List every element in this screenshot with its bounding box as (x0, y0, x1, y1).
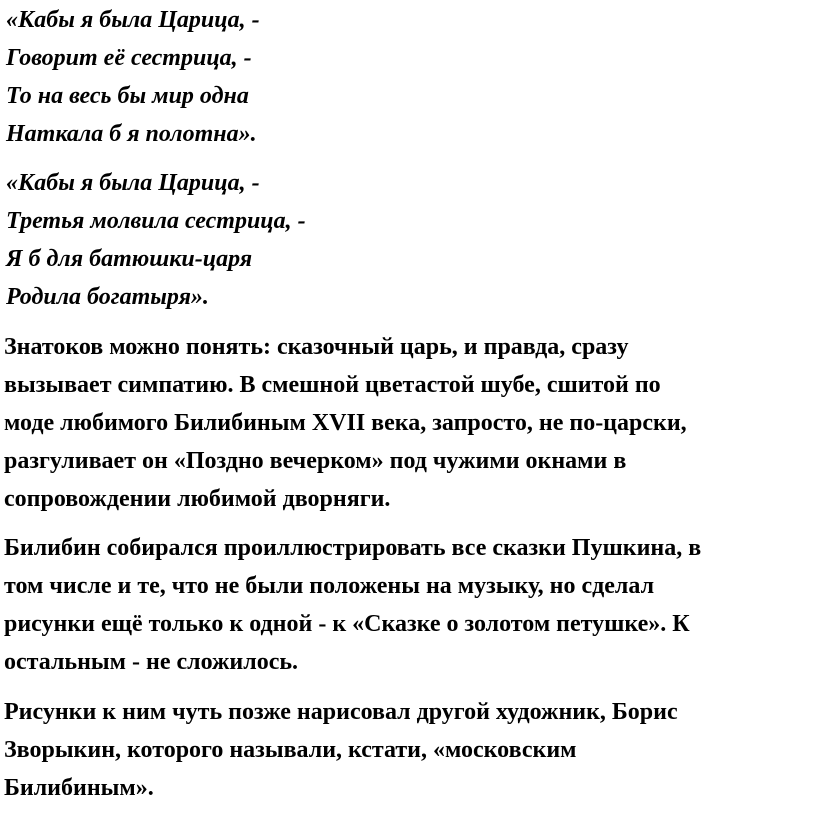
paragraph-line: рисунки ещё только к одной - к «Сказке о золотом петушке». К (4, 611, 690, 637)
poem-stanza-1 (0, 1, 260, 153)
paragraph-line: остальным - не сложилось. (4, 649, 299, 675)
stanza-line: «Кабы я была Царица, - (6, 7, 260, 33)
paragraph-line: Рисунки к ним чуть позже нарисовал другой художник, Борис (4, 699, 678, 725)
paragraph-2 (4, 529, 812, 681)
paragraph-line: разгуливает он «Поздно вечерком» под чужими окнами в (4, 448, 627, 474)
stanza-line: Наткала б я полотна». (6, 121, 257, 147)
paragraph-3 (4, 693, 812, 807)
paragraph-line: Знатоков можно понять: сказочный царь, и правда, сразу (4, 334, 629, 360)
paragraph-line: сопровождении любимой дворняги. (4, 486, 391, 512)
paragraph-line: Зворыкин, которого называли, кстати, «московским (4, 737, 577, 763)
stanza-line: Говорит её сестрица, - (6, 45, 252, 71)
poem-stanza-2 (0, 164, 306, 316)
paragraph-line: вызывает симпатию. В смешной цветастой шубе, сшитой по (4, 372, 661, 398)
paragraph-line: Билибиным». (4, 775, 154, 801)
stanza-line: Я б для батюшки-царя (6, 246, 253, 272)
stanza-line: То на весь бы мир одна (6, 83, 249, 109)
stanza-line: Третья молвила сестрица, - (6, 208, 306, 234)
paragraph-line: моде любимого Билибиным XVII века, запросто, не по-царски, (4, 410, 687, 436)
paragraph-line: том числе и те, что не были положены на музыку, но сделал (4, 573, 655, 599)
stanza-line: Родила богатыря». (6, 284, 209, 310)
paragraph-1 (4, 328, 812, 518)
paragraph-line: Билибин собирался проиллюстрировать все сказки Пушкина, в (4, 535, 702, 561)
stanza-line: «Кабы я была Царица, - (6, 170, 260, 196)
